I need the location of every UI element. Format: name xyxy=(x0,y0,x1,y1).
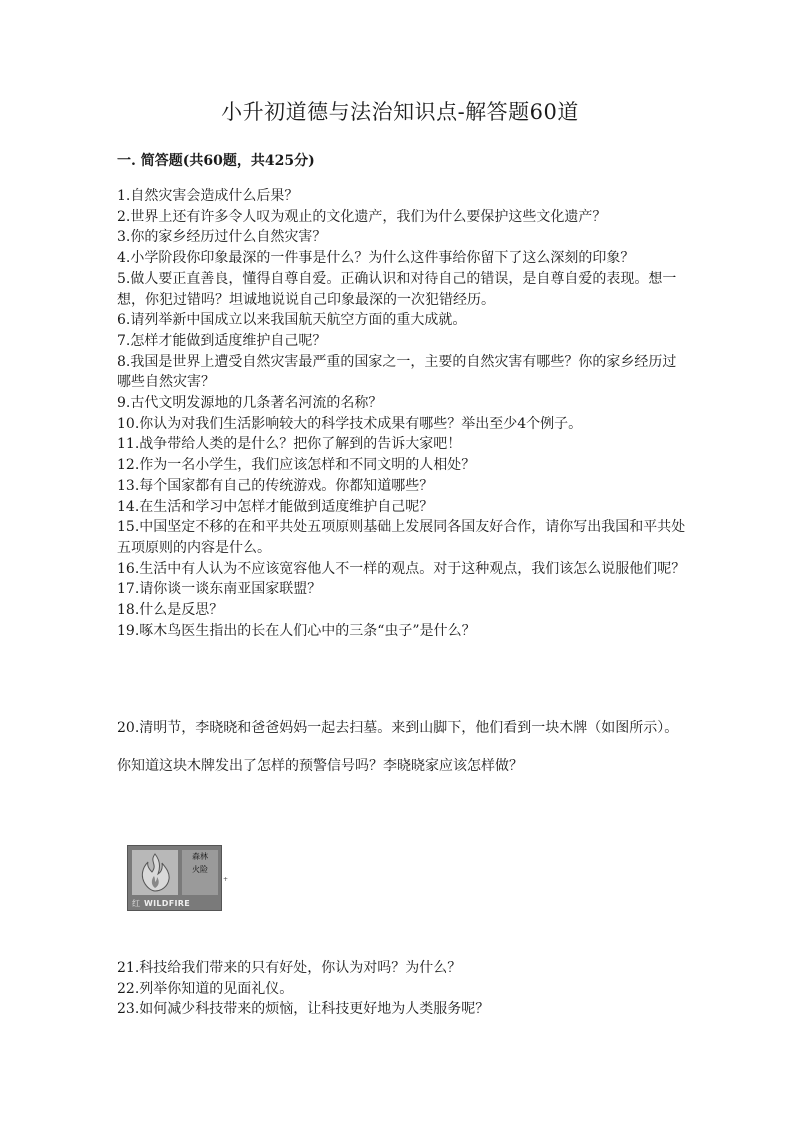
question-item: 8.我国是世界上遭受自然灾害最严重的国家之一，主要的自然灾害有哪些？你的家乡经历过哪些自然灾害？ xyxy=(117,353,677,391)
question-item: 9.古代文明发源地的几条著名河流的名称？ xyxy=(117,395,383,412)
question-item: 22.列举你知道的见面礼仪。 xyxy=(117,980,294,997)
question-item: 11.战争带给人类的是什么？把你了解到的告诉大家吧！ xyxy=(117,436,462,453)
question-item: 5.做人要正直善良，懂得自尊自爱。正确认识和对待自己的错误，是自尊自爱的表现。想一想，你犯过错吗？坦诚地说说自己印象最深的一次犯错经历。 xyxy=(117,270,677,308)
section-heading: 一. 简答题(共60题，共425分) xyxy=(117,153,315,169)
question-item: 15.中国坚定不移的在和平共处五项原则基础上发展同各国友好合作，请你写出我国和平共处五项原则的内容是什么。 xyxy=(117,519,686,556)
question-item: 18.什么是反思？ xyxy=(117,602,224,619)
sign-panel-line1: 森林 xyxy=(192,852,208,861)
question-item: 3.你的家乡经历过什么自然灾害？ xyxy=(117,229,327,246)
question-item: 19.啄木鸟医生指出的长在人们心中的三条“虫子”是什么？ xyxy=(117,622,476,639)
flame-icon xyxy=(132,850,178,895)
question-item: 6.请列举新中国成立以来我国航天航空方面的重大成就。 xyxy=(117,312,467,329)
wildfire-warning-sign-image xyxy=(127,845,222,911)
question-item: 2.世界上还有许多令人叹为观止的文化遗产，我们为什么要保护这些文化遗产？ xyxy=(117,208,607,225)
sign-level-label: 红 xyxy=(132,899,140,908)
question-item: 17.请你谈一谈东南亚国家联盟？ xyxy=(117,581,322,598)
image-mark: + xyxy=(223,876,229,883)
question-item: 7.怎样才能做到适度维护自己呢？ xyxy=(117,332,327,349)
question-item: 1.自然灾害会造成什么后果？ xyxy=(117,188,299,204)
question-item: 21.科技给我们带来的只有好处，你认为对吗？为什么？ xyxy=(117,960,462,976)
question-item: 23.如何减少科技带来的烦恼，让科技更好地为人类服务呢？ xyxy=(117,1001,490,1018)
question-item: 14.在生活和学习中怎样才能做到适度维护自己呢？ xyxy=(117,498,434,515)
question-list-continued xyxy=(117,958,687,1020)
sign-english-label: WILDFIRE xyxy=(144,899,191,908)
question-list xyxy=(117,186,687,641)
question-item: 13.每个国家都有自己的传统游戏。你都知道哪些？ xyxy=(117,477,434,494)
question-item: 10.你认为对我们生活影响较大的科学技术成果有哪些？举出至少4个例子。 xyxy=(117,415,583,432)
sign-panel-line2: 火险 xyxy=(192,865,208,874)
document-title: 小升初道德与法治知识点-解答题60道 xyxy=(221,100,579,124)
question-item: 16.生活中有人认为不应该宽容他人不一样的观点。对于这种观点，我们该怎么说服他们呢？ xyxy=(117,560,686,577)
sign-text-panel xyxy=(182,850,218,895)
sign-bottom-label xyxy=(132,898,218,909)
question-item: 12.作为一名小学生，我们应该怎样和不同文明的人相处？ xyxy=(117,457,476,474)
question-item: 4.小学阶段你印象最深的一件事是什么？为什么这件事给你留下了这么深刻的印象？ xyxy=(117,250,635,267)
question-item-20: 20.清明节，李晓晓和爸爸妈妈一起去扫墓。来到山脚下，他们看到一块木牌（如图所示）。你知道这块木牌发出了怎样的预警信号吗？李晓晓家应该怎样做？ xyxy=(117,720,679,774)
